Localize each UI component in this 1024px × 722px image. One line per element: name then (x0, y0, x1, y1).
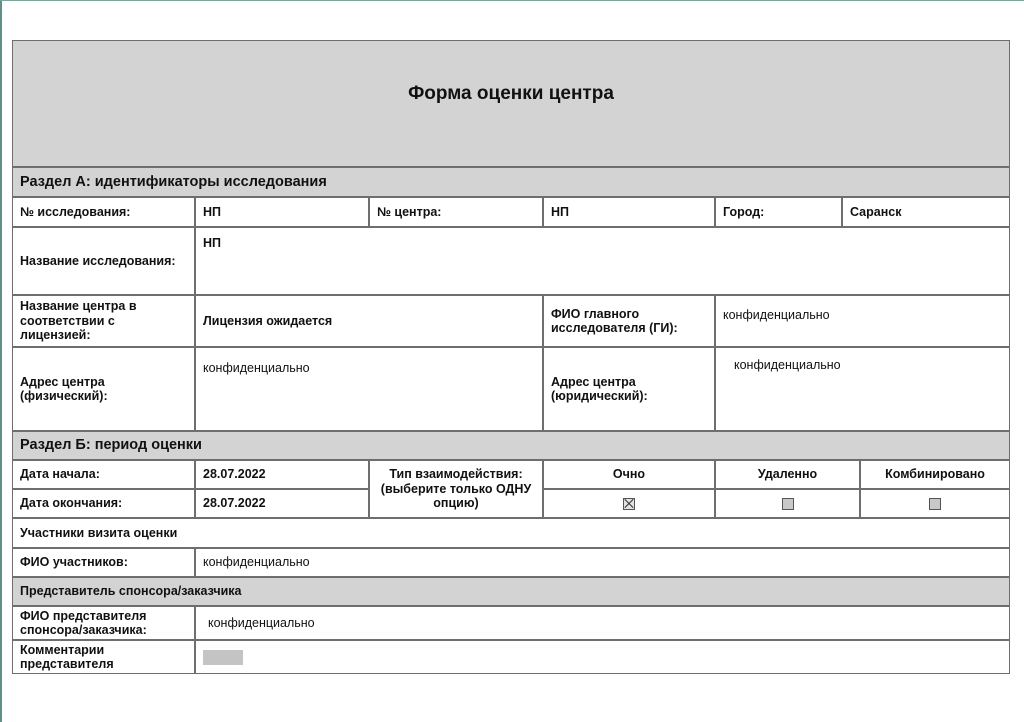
option-in-person-label: Очно (543, 460, 715, 489)
physical-address-field[interactable]: конфиденциально (195, 347, 543, 431)
combined-checkbox[interactable] (929, 498, 941, 510)
city-label: Город: (715, 197, 842, 227)
frame-border-top (0, 0, 1024, 1)
assessment-form (12, 40, 1010, 674)
remote-checkbox[interactable] (782, 498, 794, 510)
study-name-label: Название исследования: (12, 227, 195, 295)
study-number-field[interactable]: НП (195, 197, 369, 227)
option-remote-cell (715, 489, 860, 518)
center-name-label: Название центра в соответствии с лицензией: (12, 295, 195, 347)
section-a-heading: Раздел А: идентификаторы исследования (12, 167, 1010, 197)
comments-field[interactable] (195, 640, 1010, 674)
study-number-label: № исследования: (12, 197, 195, 227)
legal-address-label: Адрес центра (юридический): (543, 347, 715, 431)
principal-investigator-label: ФИО главного исследователя (ГИ): (543, 295, 715, 347)
center-name-field[interactable]: Лицензия ожидается (195, 295, 543, 347)
comments-label: Комментарии представителя (12, 640, 195, 674)
option-combined-label: Комбинировано (860, 460, 1010, 489)
center-number-label: № центра: (369, 197, 543, 227)
redacted-block (203, 650, 243, 665)
end-date-field[interactable]: 28.07.2022 (195, 489, 369, 518)
participants-label: ФИО участников: (12, 548, 195, 577)
sponsor-heading: Представитель спонсора/заказчика (12, 577, 1010, 606)
city-field[interactable]: Саранск (842, 197, 1010, 227)
participants-field[interactable]: конфиденциально (195, 548, 1010, 577)
in-person-checkbox[interactable] (623, 498, 635, 510)
option-in-person-cell (543, 489, 715, 518)
start-date-label: Дата начала: (12, 460, 195, 489)
legal-address-field[interactable]: конфиденциально (715, 347, 1010, 431)
principal-investigator-field[interactable]: конфиденциально (715, 295, 1010, 347)
participants-heading: Участники визита оценки (12, 518, 1010, 548)
sponsor-name-field[interactable]: конфиденциально (195, 606, 1010, 640)
study-name-field[interactable]: НП (195, 227, 1010, 295)
physical-address-label: Адрес центра (физический): (12, 347, 195, 431)
interaction-type-label: Тип взаимодействия: (выберите только ОДНУ опцию) (369, 460, 543, 518)
frame-border-left (0, 0, 2, 722)
sponsor-name-label: ФИО представителя спонсора/заказчика: (12, 606, 195, 640)
option-remote-label: Удаленно (715, 460, 860, 489)
end-date-label: Дата окончания: (12, 489, 195, 518)
center-number-field[interactable]: НП (543, 197, 715, 227)
option-combined-cell (860, 489, 1010, 518)
form-title: Форма оценки центра (12, 40, 1010, 167)
start-date-field[interactable]: 28.07.2022 (195, 460, 369, 489)
section-b-heading: Раздел Б: период оценки (12, 431, 1010, 460)
